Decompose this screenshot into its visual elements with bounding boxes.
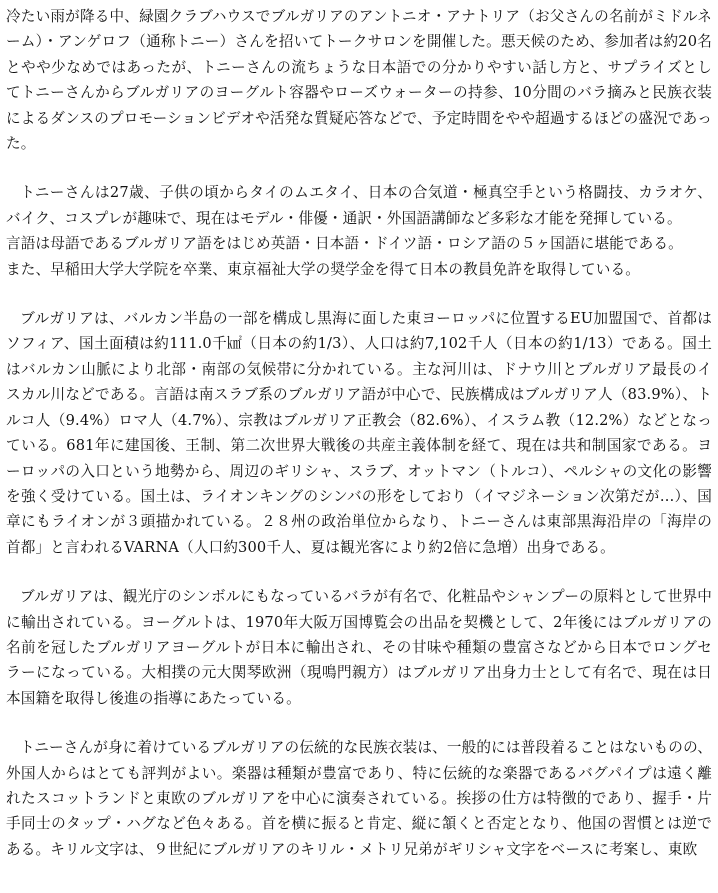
paragraph-languages — [6, 231, 712, 256]
paragraph-culture-text: トニーさんが身に着けているブルガリアの伝統的な民族衣装は、一般的には普段着ることはないものの、外国人からはとても評判がよい。楽器は種類が豊富であり、特に伝統的な楽器であるバグパイプは遠く離れたスコットランドと東欧のブルガリアを中心に演奏されている。挨拶の仕方は特徴的であり、握手・片手同士のタップ・ハグなど色々ある。首を横に振ると肯定、縦に頷くと否定となり、他国の習慣とは逆である。キリル文字は、９世紀にブルガリアのキリル・メトリ兄弟がギリシャ文字をベースに考案し、東欧 — [6, 739, 712, 858]
paragraph-spacer — [6, 560, 712, 584]
paragraph-spacer — [6, 711, 712, 735]
paragraph-intro — [6, 4, 712, 156]
paragraph-education-text: また、早稲田大学大学院を卒業、東京福祉大学の奨学金を得て日本の教員免許を取得している。 — [6, 260, 640, 278]
paragraph-languages-text: 言語は母語であるブルガリア語をはじめ英語・日本語・ドイツ語・ロシア語の５ヶ国語に堪能である。 — [6, 235, 683, 253]
paragraph-spacer — [6, 156, 712, 180]
paragraph-intro-text: 冷たい雨が降る中、緑園クラブハウスでブルガリアのアントニオ・アナトリア（お父さんの名前がミドルネーム）・アンゲロフ（通称トニー）さんを招いてトークサロンを開催した。悪天候のため、参加者は約20名とやや少なめではあったが、トニーさんの流ちょうな日本語での分かりやすい話し方と、サプライズとしてトニーさんからブルガリアのヨーグルト容器やローズウォーターの持参、10分間のバラ摘みと民族衣装によるダンスのプロモーションビデオや活発な質疑応答などで、予定時間をやや超過するほどの盛況であった。 — [6, 8, 712, 153]
paragraph-rose-yogurt — [6, 584, 712, 711]
paragraph-culture — [6, 735, 712, 862]
paragraph-bulgaria-overview — [6, 306, 712, 560]
paragraph-rose-yogurt-text: ブルガリアは、観光庁のシンボルにもなっているバラが有名で、化粧品やシャンプーの原料として世界中に輸出されている。ヨーグルトは、1970年大阪万国博覧会の出品を契機として、2年後にはブルガリアの名前を冠したブルガリアヨーグルトが日本に輸出され、その甘味や種類の豊富さなどから日本でロングセラーになっている。大相撲の元大関琴欧洲（現鳴門親方）はブルガリア出身力士として有名で、現在は日本国籍を取得し後進の指導にあたっている。 — [6, 588, 712, 707]
paragraph-profile — [6, 180, 712, 231]
paragraph-profile-text: トニーさんは27歳、子供の頃からタイのムエタイ、日本の合気道・極真空手という格闘技、カラオケ、バイク、コスプレが趣味で、現在はモデル・俳優・通訳・外国語講師など多彩な才能を発揮している。 — [6, 184, 712, 227]
paragraph-bulgaria-overview-text: ブルガリアは、バルカン半島の一部を構成し黒海に面した東ヨーロッパに位置するEU加盟国で、首都はソフィア、国土面積は約111.0千㎢（日本の約1/3）、人口は約7,102千人（日本の約1/13）である。国土はバルカン山脈により北部・南部の気候帯に分かれている。主な河川は、ドナウ川とブルガリア最長のイスカル川などである。言語は南スラブ系のブルガリア語が中心で、民族構成はブルガリア人（83.9%）、トルコ人（9.4%）ロマ人（4.7%）、宗教はブルガリア正教会（82.6%）、イスラム教（12.2%）などとなっている。681年に建国後、王制、第二次世界大戦後の共産主義体制を経て、現在は共和制国家である。ヨーロッパの入口という地勢から、周辺のギリシャ、スラブ、オットマン（トルコ）、ペルシャの文化の影響を強く受けている。国土は、ライオンキングのシンバの形をしており（イマジネーション次第だが…）、国章にもライオンが３頭描かれている。２８州の政治単位からなり、トニーさんは東部黒海沿岸の「海岸の首都」と言われるVARNA（人口約300千人、夏は観光客により約2倍に急増）出身である。 — [6, 310, 712, 556]
paragraph-education — [6, 257, 712, 282]
paragraph-spacer — [6, 282, 712, 306]
